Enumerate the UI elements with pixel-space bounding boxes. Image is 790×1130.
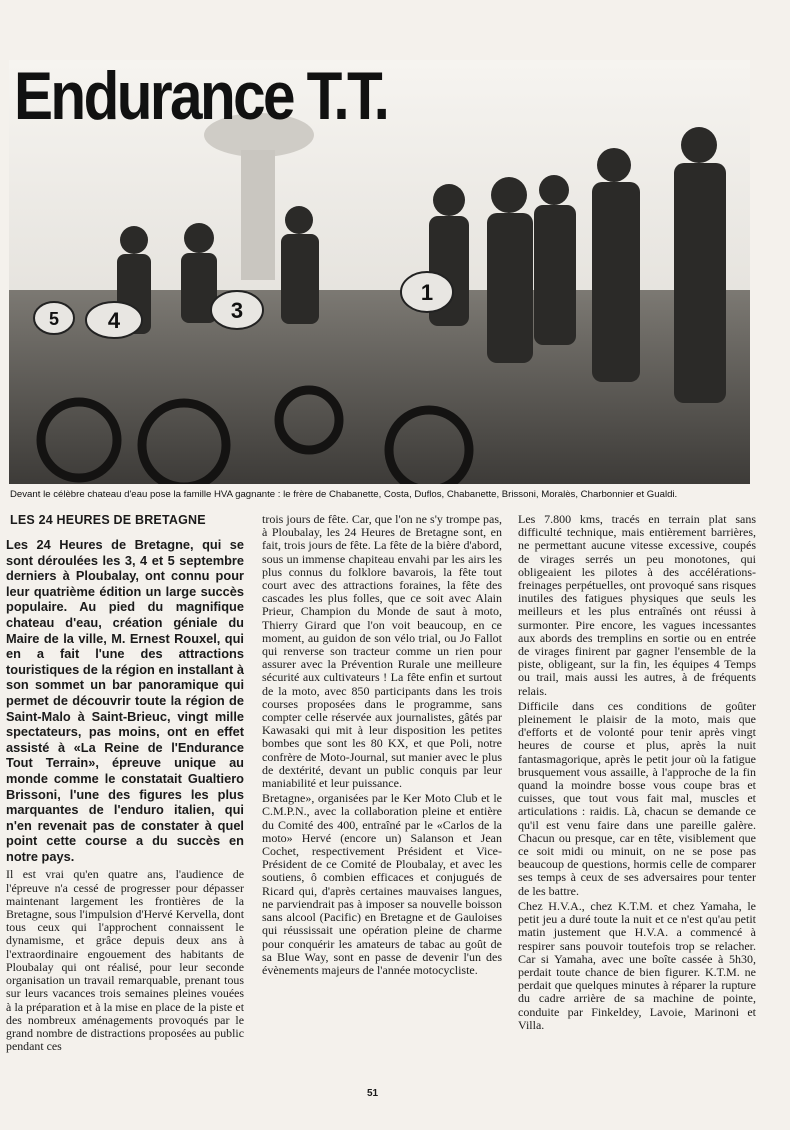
- plate-number-5: 5: [48, 309, 60, 329]
- column-3: [518, 513, 756, 1034]
- photo-caption: Devant le célèbre chateau d'eau pose la famille HVA gagnante : le frère de Chabanette, Costa, Duflos, Chabanette, Brissoni, Moralès, Charbonnier et Gualdi.: [10, 489, 678, 500]
- plate-number-4: 4: [107, 308, 121, 333]
- plate-number-3: 3: [230, 298, 244, 323]
- body-paragraph-4: Les 7.800 kms, tracés en terrain plat sans difficulté technique, mais entièrement barrières, ne permettant aucune vitesse excessive, coupés de virages serrés un peu monotones, qui obligeaient les pilotes à des accélérations-freinages perpétuelles, ont provoqué sans risques inutiles des fatigues physiques que seuls les meilleurs et les plus entraînés ont réussi à surmonter. Pire encore, les vagues incessantes aux abords des tremplins en sortie ou en entrée de virages finirent par gagner l'ensemble de la piste, obligeant, sur la fin, les équipes 4 Temps ou trail, mais aussi les autres, à de fréquents relais.: [518, 512, 756, 698]
- body-paragraph-6: Chez H.V.A., chez K.T.M. et chez Yamaha, le petit jeu a duré toute la nuit et ce n'est qu'au petit matin justement que H.V.A. a commencé à respirer sans pouvoir toutefois trop se relacher. Car si Yamaha, avec une boîte cassée à 5h30, perdait toute chance de bien figurer. K.T.M. ne perdait que quelques minutes à réparer la rupture du cadre arrière de sa machine de pointe, conduite par Finkeldey, Lavoie, Marinoni et Villa.: [518, 898, 756, 1032]
- lede-paragraph: Les 24 Heures de Bretagne, qui se sont déroulées les 3, 4 et 5 septembre derniers à Ploubalay, ont connu pour leur quatrième édition un large succès populaire. Au pied du magnifique chateau d'eau, création géniale du Maire de la ville, M. Ernest Rouxel, qui en a fait l'une des attractions touristiques de la région en installant à son sommet un bar panoramique qui permet de découvrir toute la région de Saint-Malo à Saint-Brieuc, vingt mille spectateurs, pas moins, ont en effet assisté à «La Reine de l'Endurance Tout Terrain», épreuve unique au monde comme le constatait Gualtiero Brissoni, l'une des figures les plus marquantes de l'enduro italien, qui n'en revenait pas de constater à quel point cette course a du succès en notre pays.: [6, 537, 244, 864]
- column-1: [6, 513, 244, 1055]
- section-title: LES 24 HEURES DE BRETAGNE: [10, 513, 206, 527]
- page-number: 51: [367, 1088, 379, 1099]
- article-headline: Endurance T.T.: [14, 58, 388, 134]
- body-paragraph-5: Difficile dans ces conditions de goûter pleinement le plaisir de la moto, mais que d'efforts et de volonté pour tenir après vingt heures de course et plus, après la nuit fantasmagorique, après le petit jour où la fatigue brusquement vous assaille, à l'approche de la fin quand la moindre bosse vous coupe bras et cuisses, que tout vous fait mal, muscles et articulations : raidis. Là, chacun se demande ce qu'il est venu faire dans une pareille galère. Chacun ou presque, car en tête, visiblement que ce soit midi ou minuit, on ne se pose pas beaucoup de questions, hormis celle de comparer ses temps à ceux de ses adversaires pour tenter de les battre.: [518, 698, 756, 898]
- plate-number-1: 1: [420, 280, 434, 305]
- body-paragraph-1: Il est vrai qu'en quatre ans, l'audience de l'épreuve n'a cessé de progresser pour dépasser maintenant largement les frontières de la Bretagne, sous l'impulsion d'Hervé Kervella, dont tous ceux qui l'approchent connaissent le dynamisme, et grâce depuis deux ans à l'extraordinaire engouement des habitants de Ploubalay qui ont réalisé, pour leur seconde organisation un travail remarquable, prenant tous sur leurs vacances trois semaines pleines vouées à la préparation et à la mise en place de la piste et des nombreux aménagements provoqués par le grand nombre de distractions proposées au public pendant ces: [6, 867, 244, 1054]
- column-2: [262, 513, 502, 979]
- body-paragraph-3: Bretagne», organisées par le Ker Moto Club et le C.M.P.N., avec la collaboration pleine et entière du Comité des 400, entraîné par le «Carlos de la moto» Hervé (encore un) Salanson et Jean Cochet, respectivement Président et Vice-Président de ce Comité de Ploubalay, et avec les soutiens, ô combien efficaces et conjugués de Ricard qui, d'après certaines mauvaises langues, ne parviendrait pas à imposer sa nouvelle boisson sans alcool (Pacific) en Bretagne et de Gauloises qui réussissait une opération pleine de charme pour conquérir les amateurs de tabac au goût de sa Blue Way, sont en passe de devenir l'un des évènements majeurs de l'année motocycliste.: [262, 791, 502, 977]
- body-paragraph-2: trois jours de fête. Car, que l'on ne s'y trompe pas, à Ploubalay, les 24 Heures de Bretagne sont, en fait, trois jours de fête. La fête de la bière d'abord, sous un immense chapiteau envahi par les airs les plus connus du folklore bavarois, la fête tout court avec des attractions foraines, la fête des cascades les plus folles, que ce soit avec Alain Prieur, Champion du Monde de saut à moto, Thierry Girard que l'on voit beaucoup, en ce moment, au guidon de son vélo trial, ou Jo Fallot qui renverse son tracteur comme un rien pour assurer avec la Prévention Rurale une meilleure sécurité aux cultivateurs ! La fête enfin et surtout de la moto, avec 850 participants dans les trois courses proposées dans le programme, sans compter celle réservée aux journalistes, gâtés par Kawasaki qui mit à leur disposition les petites bombes que sont les 80 KX, et que Poli, notre confrère de Moto-Journal, sut manier avec le plus de dextérité, devant un public conquis par leur maniabilité et leur puissance.: [262, 512, 502, 791]
